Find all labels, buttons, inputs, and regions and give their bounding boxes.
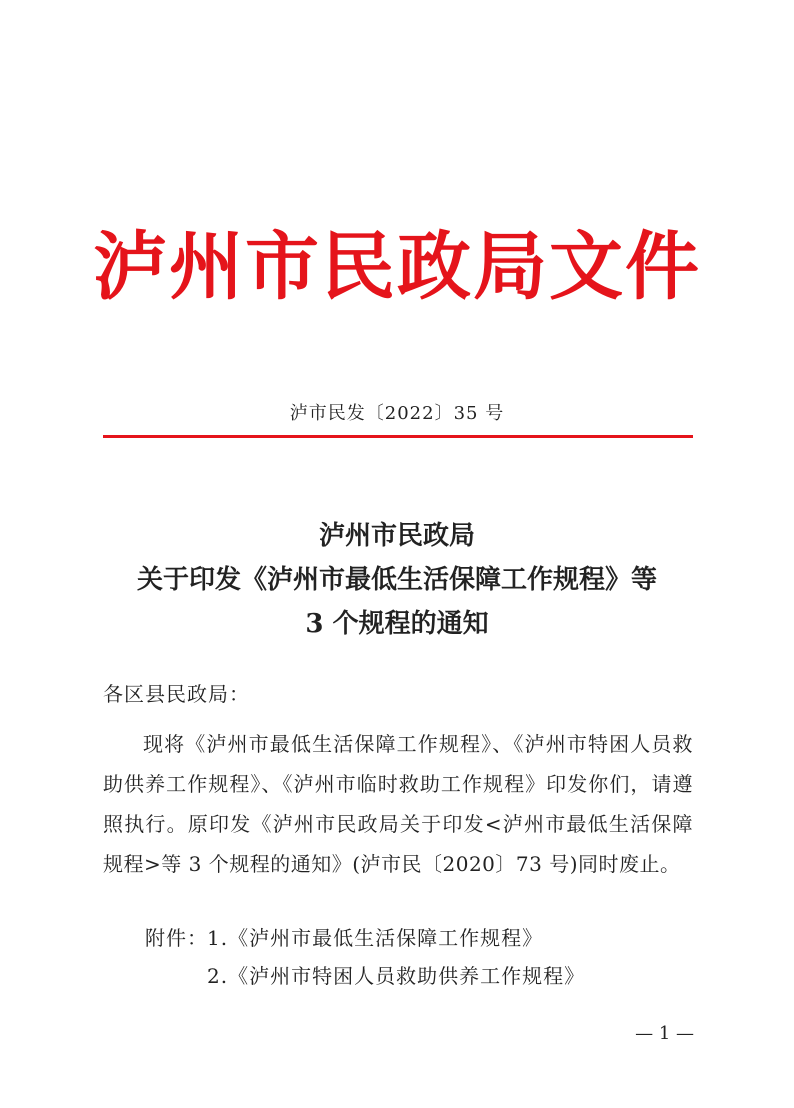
paragraph-line: 照执行。原印发《泸州市民政局关于印发<泸州市最低生活保障: [103, 812, 693, 836]
salutation: 各区县民政局：: [103, 682, 250, 706]
attachments-label: 附件：: [145, 926, 208, 950]
paragraph-line: 规程>等 3 个规程的通知》(泸市民〔2020〕73 号)同时废止。: [103, 852, 681, 876]
attachment-item: 1.《泸州市最低生活保障工作规程》: [207, 926, 544, 950]
red-separator-line: [103, 435, 693, 438]
title-line-3: 3 个规程的通知: [305, 609, 489, 639]
title-line-1: 泸州市民政局: [318, 521, 475, 551]
attachment-item: 2.《泸州市特困人员救助供养工作规程》: [207, 964, 586, 988]
paragraph-line: 现将《泸州市最低生活保障工作规程》、《泸州市特困人员救: [143, 732, 693, 756]
body-paragraph: [103, 724, 693, 884]
title-line-2: 关于印发《泸州市最低生活保障工作规程》等: [136, 565, 657, 595]
page-number: — 1 —: [635, 1023, 694, 1044]
masthead-title: 泸州市民政局文件: [93, 224, 701, 310]
paragraph-line: 助供养工作规程》、《泸州市临时救助工作规程》印发你们，请遵: [103, 772, 693, 796]
notice-title: [80, 514, 714, 646]
document-number: 泸市民发〔2022〕35 号: [289, 403, 505, 424]
